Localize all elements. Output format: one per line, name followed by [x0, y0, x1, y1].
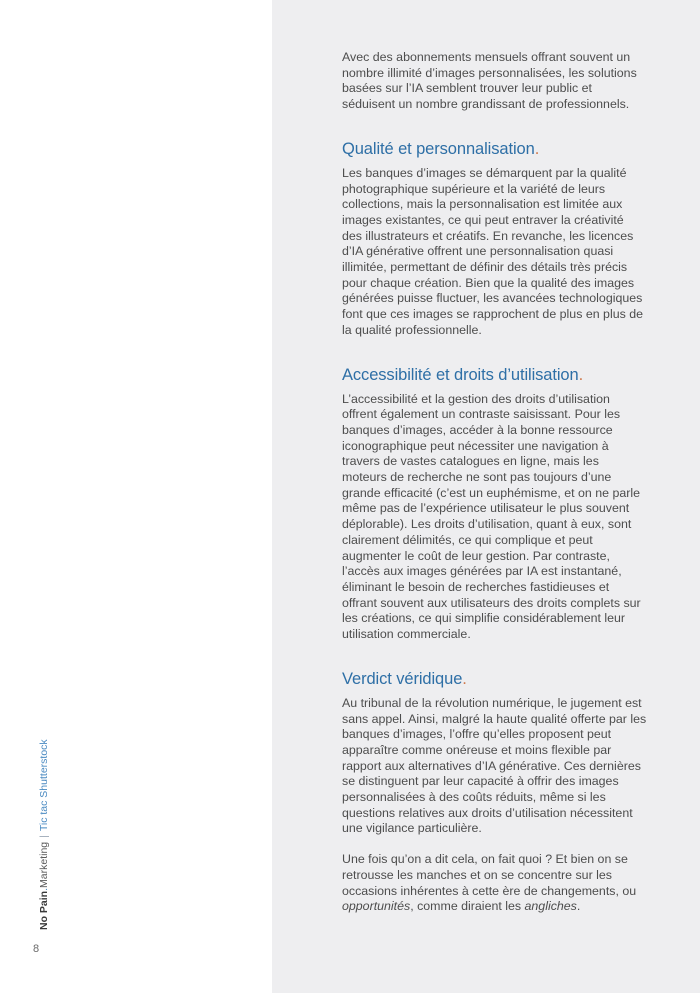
closing-emphasis-angliches: angliches [524, 899, 577, 914]
section-body-accessibilite: L’accessibilité et la gestion des droits d’utilisation offrent également un contraste saisissant. Pour les banques d’images, accéder à la bonne ressource iconographique peut nécessiter une navigation à travers de vastes catalogues en ligne, mais les moteurs de recherche ne sont pas toujours d’une grande efficacité (c’est un euphémisme, et on ne parle même pas de l’expérience utilisateur le plus souvent déplorable). Les droits d’utilisation, quant à eux, sont clairement délimités, ce qui complique et peut augmenter le coût de leur gestion. Par contraste, l’accès aux images générées par IA est instantané, éliminant le besoin de recherches fastidieuses et offrant souvent aux utilisateurs des droits complets sur les créations, ce qui simplifie considérablement leur utilisation commerciale. [342, 391, 641, 642]
section-heading-qualite [342, 139, 647, 159]
closing-text-3: . [576, 899, 581, 914]
closing-text-2: , comme diraient les [410, 899, 525, 914]
heading-text: Verdict véridique [342, 669, 463, 688]
heading-text: Qualité et personnalisation [342, 139, 535, 158]
closing-paragraph [342, 852, 647, 915]
heading-text: Accessibilité et droits d’utilisation [342, 365, 579, 384]
closing-text-1: Une fois qu’on a dit cela, on fait quoi ? Et bien on se retrousse les manches et on se concentre sur les occasions inhérentes à cette ère de changements, ou [342, 852, 637, 898]
intro-paragraph: Avec des abonnements mensuels offrant souvent un nombre illimité d’images personnalisées, les solutions basées sur l’IA semblent trouver leur public et séduisent un nombre grandissant de professionnels. [342, 50, 637, 112]
footer-separator: | [38, 835, 50, 838]
heading-dot: . [462, 669, 467, 688]
page-number: 8 [33, 943, 40, 955]
brand-name-bold: No Pain [38, 890, 50, 930]
section-body-qualite: Les banques d’images se démarquent par la qualité photographique supérieure et la variété de leurs collections, mais la personnalisation est limitée aux images existantes, ce qui peut entraver la créativité des illustrateurs et créatifs. En revanche, les licences d’IA générative offrent une personnalisation quasi illimitée, permettant de définir des détails très précis pour chaque création. Bien que la qualité des images générées puisse fluctuer, les avancées technologiques font que ces images se rapprochent de plus en plus de la qualité professionnelle. [342, 165, 644, 337]
closing-emphasis-opportunites: opportunités [342, 899, 411, 914]
heading-dot: . [578, 365, 584, 384]
article-content [342, 50, 647, 915]
running-footer [38, 739, 50, 930]
document-title: Tic tac Shutterstock [38, 739, 50, 832]
heading-dot: . [534, 139, 540, 158]
brand-name-light: Marketing [38, 841, 50, 888]
section-heading-verdict [342, 669, 647, 689]
brand-dot: . [38, 887, 50, 891]
section-body-verdict: Au tribunal de la révolution numérique, le jugement est sans appel. Ainsi, malgré la haute qualité offerte par les banques d’images, l’offre qu’elles proposent peut apparaître comme onéreuse et moins flexible par rapport aux alternatives d’IA générative. Ces dernières se distinguent par leur capacité à offrir des images personnalisées à des coûts réduits, même si les questions relatives aux droits d’utilisation nécessitent une vigilance particulière. [342, 695, 647, 836]
section-heading-accessibilite [342, 365, 647, 385]
